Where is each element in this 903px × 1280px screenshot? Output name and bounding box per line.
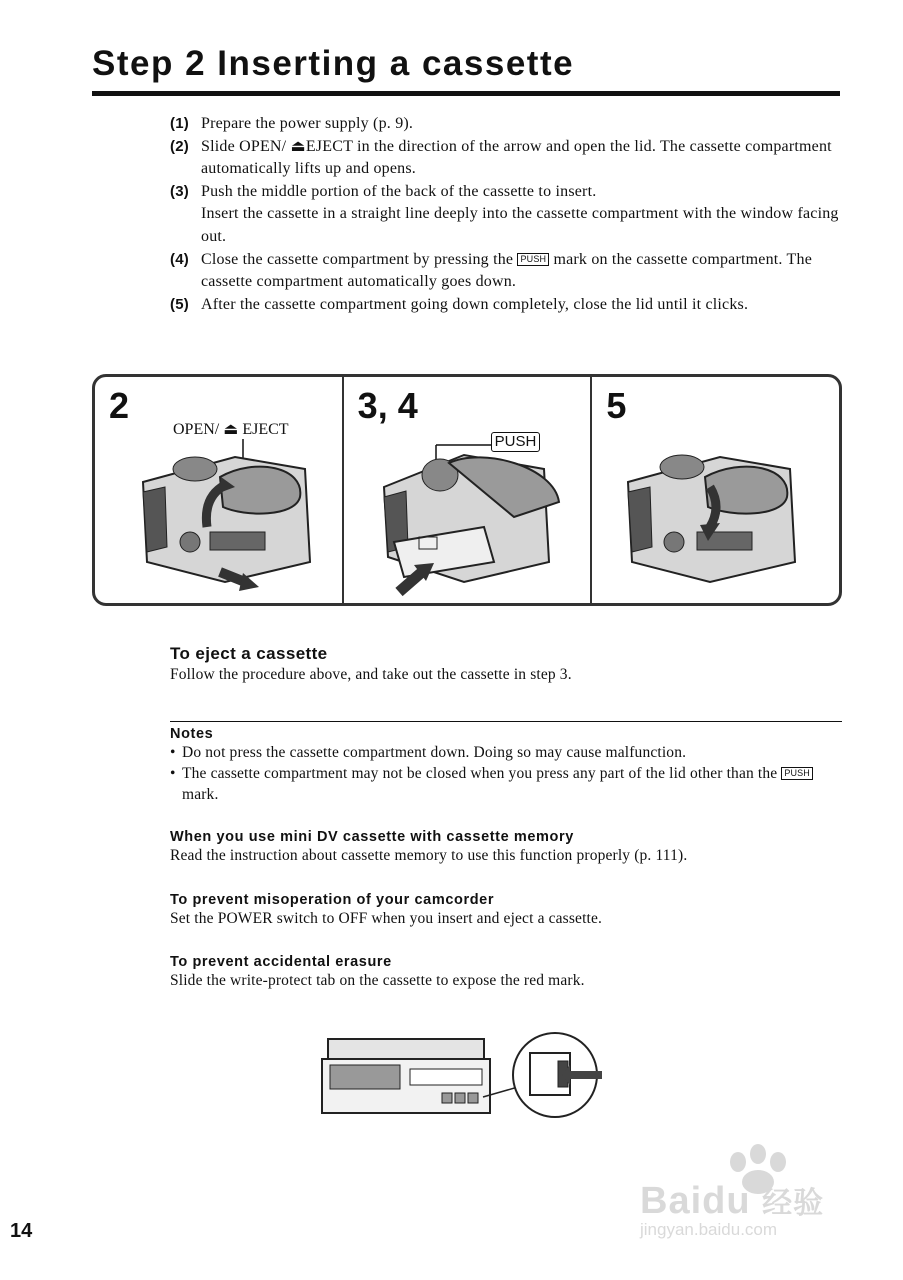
steps-list [170, 113, 840, 316]
section-heading: To prevent misoperation of your camcorder [170, 892, 495, 908]
eject-text: Follow the procedure above, and take out the cassette in step 3. [170, 666, 572, 683]
step-text-pre: Close the cassette compartment by pressing the [201, 250, 518, 268]
step-text [201, 249, 840, 294]
illustration-step-3-4 [342, 377, 591, 603]
page-title: Step 2 Inserting a cassette [92, 44, 575, 83]
note-text-pre: The cassette compartment may not be closed when you press any part of the lid other than the [182, 765, 782, 782]
note-item [170, 763, 842, 805]
watermark-brand2: du [702, 1180, 751, 1222]
step-text [201, 181, 840, 249]
open-eject-callout: OPEN/ ⏏ EJECT [173, 421, 289, 438]
step-text: After the cassette compartment going down completely, close the lid until it clicks. [201, 295, 749, 313]
step-number: (2) [170, 137, 189, 155]
illustration-step-2 [95, 377, 342, 603]
panel-label: 2 [109, 385, 130, 426]
push-callout: PUSH [491, 432, 541, 452]
notes-rule [170, 721, 842, 722]
title-rule [92, 91, 840, 96]
baidu-watermark [640, 1140, 850, 1250]
illustration-panel [92, 374, 842, 606]
bullet-icon: • [170, 744, 176, 761]
panel-label: 3, 4 [357, 385, 418, 426]
page-number: 14 [10, 1220, 33, 1242]
note-item [170, 742, 842, 763]
misoperation-section [170, 892, 842, 929]
step-number: (4) [170, 250, 189, 268]
cassette-write-protect-illustration [318, 1025, 618, 1135]
eject-section [170, 644, 842, 685]
illustration-step-5 [590, 377, 839, 603]
bullet-icon: • [170, 765, 176, 782]
watermark-cn: 经验 [762, 1187, 825, 1220]
watermark-brand: Bai [640, 1180, 703, 1222]
note-text [182, 763, 842, 805]
step-number: (3) [170, 182, 189, 200]
camcorder-close-lid-illustration [592, 377, 840, 603]
camcorder-open-lid-illustration [95, 377, 343, 603]
step-text-post: mark on the cassette compartment. The cassette compartment automatically goes down. [201, 250, 813, 291]
step-text-line1: Push the middle portion of the back of the cassette to insert. [201, 182, 597, 200]
push-mark-icon: PUSH [517, 253, 549, 266]
step-5 [170, 294, 840, 317]
note-text: Do not press the cassette compartment down. Doing so may cause malfunction. [182, 744, 687, 761]
eject-heading: To eject a cassette [170, 644, 328, 663]
step-4 [170, 249, 840, 294]
step-text-line2: Insert the cassette in a straight line deeply into the cassette compartment with the window facing out. [201, 205, 839, 245]
cassette-memory-section [170, 829, 842, 866]
section-text: Set the POWER switch to OFF when you insert and eject a cassette. [170, 910, 603, 927]
section-text: Read the instruction about cassette memory to use this function properly (p. 111). [170, 847, 688, 864]
erasure-section [170, 954, 842, 991]
watermark-url: jingyan.baidu.com [640, 1220, 778, 1239]
notes-section [170, 726, 842, 805]
step-number: (5) [170, 295, 189, 313]
section-heading: When you use mini DV cassette with cassette memory [170, 829, 574, 845]
section-text: Slide the write-protect tab on the cassette to expose the red mark. [170, 972, 585, 989]
step-text: Slide OPEN/ ⏏EJECT in the direction of the arrow and open the lid. The cassette compartment automatically lifts up and opens. [201, 137, 832, 178]
panel-label: 5 [606, 385, 627, 426]
step-number: (1) [170, 115, 189, 132]
step-text: Prepare the power supply (p. 9). [201, 115, 414, 132]
step-2 [170, 136, 840, 181]
section-heading: To prevent accidental erasure [170, 954, 392, 970]
step-3 [170, 181, 840, 249]
notes-heading: Notes [170, 726, 214, 742]
step-1 [170, 113, 840, 136]
push-mark-icon: PUSH [781, 767, 813, 780]
note-text-post: mark. [182, 786, 219, 803]
